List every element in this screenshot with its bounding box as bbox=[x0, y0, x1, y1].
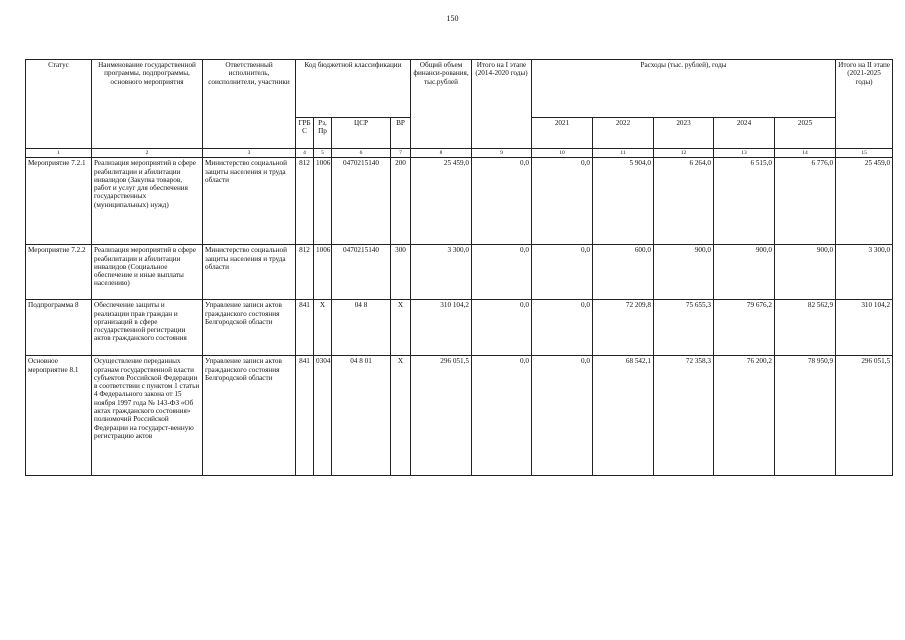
row-vr: 300 bbox=[391, 245, 411, 300]
header-stage2: Итого на II этапе (2021-2025 годы) bbox=[836, 60, 893, 149]
header-year-2025: 2025 bbox=[775, 118, 836, 149]
row-stage2: 296 051,5 bbox=[836, 356, 893, 476]
row-2021: 0,0 bbox=[532, 300, 593, 356]
column-number: 6 bbox=[332, 149, 391, 158]
row-stage1: 0,0 bbox=[472, 158, 532, 245]
row-2021: 0,0 bbox=[532, 356, 593, 476]
row-total: 310 104,2 bbox=[411, 300, 472, 356]
row-name: Реализация мероприятий в сфере реабилитации и абилитации инвалидов (Социальное обеспечение и иные выплаты населению) bbox=[92, 245, 203, 300]
row-vr: 200 bbox=[391, 158, 411, 245]
row-stage1: 0,0 bbox=[472, 245, 532, 300]
row-rzpr: 1006 bbox=[314, 158, 332, 245]
row-grbs: 812 bbox=[296, 158, 314, 245]
header-total-volume: Общий объем финанси-рования, тыс.рублей bbox=[411, 60, 472, 149]
column-number: 5 bbox=[314, 149, 332, 158]
header-name: Наименование государственной программы, подпрограммы, основного мероприятия bbox=[92, 60, 203, 149]
column-number: 10 bbox=[532, 149, 593, 158]
page-number: 150 bbox=[446, 14, 459, 23]
row-csr: 04 8 bbox=[332, 300, 391, 356]
header-expenses: Расходы (тыс. рублей), годы bbox=[532, 60, 836, 118]
row-grbs: 841 bbox=[296, 300, 314, 356]
row-responsible: Министерство социальной защиты населения и труда области bbox=[203, 158, 296, 245]
table-row bbox=[26, 158, 893, 245]
budget-table bbox=[25, 59, 893, 476]
table-row bbox=[26, 300, 893, 356]
row-2023: 75 655,3 bbox=[654, 300, 714, 356]
row-2025: 6 776,0 bbox=[775, 158, 836, 245]
row-status: Подпрограмма 8 bbox=[26, 300, 92, 356]
header-year-2022: 2022 bbox=[593, 118, 654, 149]
row-stage2: 3 300,0 bbox=[836, 245, 893, 300]
row-rzpr: 0304 bbox=[314, 356, 332, 476]
header-status: Статус bbox=[26, 60, 92, 149]
row-name: Обеспечение защиты и реализации прав граждан и организаций в сфере государственной регистрации актов гражданского состояния bbox=[92, 300, 203, 356]
row-responsible: Управление записи актов гражданского состояния Белгородской области bbox=[203, 300, 296, 356]
row-2023: 72 358,3 bbox=[654, 356, 714, 476]
row-stage2: 310 104,2 bbox=[836, 300, 893, 356]
row-grbs: 841 bbox=[296, 356, 314, 476]
row-responsible: Управление записи актов гражданского состояния Белгородской области bbox=[203, 356, 296, 476]
header-year-2024: 2024 bbox=[714, 118, 775, 149]
row-stage2: 25 459,0 bbox=[836, 158, 893, 245]
header-vr: ВР bbox=[391, 118, 411, 149]
row-2023: 6 264,0 bbox=[654, 158, 714, 245]
row-2024: 6 515,0 bbox=[714, 158, 775, 245]
column-number: 7 bbox=[391, 149, 411, 158]
row-2022: 600,0 bbox=[593, 245, 654, 300]
header-year-2021: 2021 bbox=[532, 118, 593, 149]
column-number: 1 bbox=[26, 149, 92, 158]
row-name: Реализация мероприятий в сфере реабилитации и абилитации инвалидов (Закупка товаров, работ и услуг для обеспечения государственных (муниципальных) нужд) bbox=[92, 158, 203, 245]
row-csr: 0470215140 bbox=[332, 245, 391, 300]
column-number: 2 bbox=[92, 149, 203, 158]
column-number: 13 bbox=[714, 149, 775, 158]
header-year-2023: 2023 bbox=[654, 118, 714, 149]
row-2024: 900,0 bbox=[714, 245, 775, 300]
header-csr: ЦСР bbox=[332, 118, 391, 149]
row-2023: 900,0 bbox=[654, 245, 714, 300]
row-total: 25 459,0 bbox=[411, 158, 472, 245]
row-stage1: 0,0 bbox=[472, 356, 532, 476]
row-2022: 68 542,1 bbox=[593, 356, 654, 476]
row-rzpr: Х bbox=[314, 300, 332, 356]
row-vr: Х bbox=[391, 356, 411, 476]
row-responsible: Министерство социальной защиты населения и труда области bbox=[203, 245, 296, 300]
row-total: 3 300,0 bbox=[411, 245, 472, 300]
column-number: 9 bbox=[472, 149, 532, 158]
table-row bbox=[26, 356, 893, 476]
column-number: 14 bbox=[775, 149, 836, 158]
row-2021: 0,0 bbox=[532, 158, 593, 245]
row-2022: 5 904,0 bbox=[593, 158, 654, 245]
row-2025: 82 562,9 bbox=[775, 300, 836, 356]
header-rzpr: Рз, Пр bbox=[314, 118, 332, 149]
row-vr: Х bbox=[391, 300, 411, 356]
row-csr: 0470215140 bbox=[332, 158, 391, 245]
column-number: 15 bbox=[836, 149, 893, 158]
column-number: 11 bbox=[593, 149, 654, 158]
header-stage1: Итого на I этапе (2014-2020 годы) bbox=[472, 60, 532, 149]
column-number: 4 bbox=[296, 149, 314, 158]
row-csr: 04 8 01 bbox=[332, 356, 391, 476]
row-status: Мероприятие 7.2.1 bbox=[26, 158, 92, 245]
row-name: Осуществление переданных органам государственной власти субъектов Российской Федерации в соответствии с пунктом 1 статьи 4 Федерального закона от 15 ноября 1997 года № 143-ФЗ «Об актах гражданского состояния» полномочий Российской Федерации на государст-венную регистрацию актов bbox=[92, 356, 203, 476]
column-number: 8 bbox=[411, 149, 472, 158]
row-stage1: 0,0 bbox=[472, 300, 532, 356]
row-grbs: 812 bbox=[296, 245, 314, 300]
column-number: 3 bbox=[203, 149, 296, 158]
row-2022: 72 209,8 bbox=[593, 300, 654, 356]
column-number: 12 bbox=[654, 149, 714, 158]
header-grbs: ГРБ С bbox=[296, 118, 314, 149]
row-rzpr: 1006 bbox=[314, 245, 332, 300]
row-status: Мероприятие 7.2.2 bbox=[26, 245, 92, 300]
header-budget-code: Код бюджетной классификации bbox=[296, 60, 411, 118]
row-2024: 79 676,2 bbox=[714, 300, 775, 356]
table-row bbox=[26, 245, 893, 300]
row-2025: 900,0 bbox=[775, 245, 836, 300]
column-number-row bbox=[26, 149, 893, 158]
header-responsible: Ответственный исполнитель, соисполнители, участники bbox=[203, 60, 296, 149]
row-2021: 0,0 bbox=[532, 245, 593, 300]
row-total: 296 051,5 bbox=[411, 356, 472, 476]
row-2025: 78 950,9 bbox=[775, 356, 836, 476]
row-status: Основное мероприятие 8.1 bbox=[26, 356, 92, 476]
row-2024: 76 200,2 bbox=[714, 356, 775, 476]
